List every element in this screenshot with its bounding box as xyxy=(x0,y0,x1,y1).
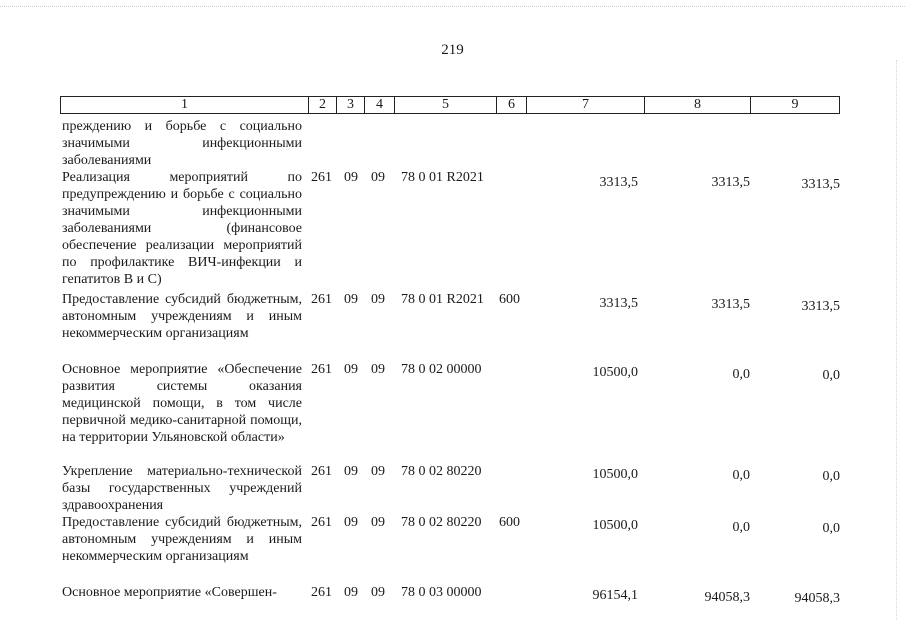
row-pr: 09 xyxy=(371,362,385,377)
header-col-5: 5 xyxy=(395,97,497,113)
row-year2: 0,0 xyxy=(732,367,750,382)
row-grbs: 261 xyxy=(311,464,332,479)
row-pr: 09 xyxy=(371,170,385,185)
row-year3: 94058,3 xyxy=(794,591,840,606)
row-year3: 3313,5 xyxy=(801,299,840,314)
row-grbs: 261 xyxy=(311,170,332,185)
row-grbs: 261 xyxy=(311,292,332,307)
row-csr: 78 0 02 80220 xyxy=(401,515,482,530)
row-pr: 09 xyxy=(371,515,385,530)
row-year1: 3313,5 xyxy=(599,175,638,190)
row-year1: 3313,5 xyxy=(599,296,638,311)
header-col-1: 1 xyxy=(61,97,309,113)
row-grbs: 261 xyxy=(311,585,332,600)
row-vr: 600 xyxy=(499,292,520,307)
row-name: Реализация мероприятий по предупреждению и борьбе с социально значимыми инфекционными заболеваниями (финансовое обеспечение реализации мероприятий по профилактике ВИЧ-инфекции и гепатитов В и С) xyxy=(62,170,302,287)
row-rz: 09 xyxy=(344,362,358,377)
scan-edge-top xyxy=(0,6,905,9)
row-rz: 09 xyxy=(344,585,358,600)
header-col-3: 3 xyxy=(337,97,365,113)
row-name: Основное мероприятие «Совершен- xyxy=(62,585,277,600)
row-year3: 0,0 xyxy=(822,469,840,484)
row-rz: 09 xyxy=(344,515,358,530)
header-col-6: 6 xyxy=(497,97,527,113)
row-year2: 94058,3 xyxy=(704,590,750,605)
row-pr: 09 xyxy=(371,585,385,600)
row-year2: 3313,5 xyxy=(711,297,750,312)
header-col-4: 4 xyxy=(365,97,395,113)
row-name: преждению и борьбе с социально значимыми инфекционными заболеваниями xyxy=(62,119,302,168)
row-year1: 10500,0 xyxy=(592,518,638,533)
scan-edge-right xyxy=(895,60,897,620)
row-name: Укрепление материально-технической базы государственных учреждений здравоохранения xyxy=(62,464,302,513)
row-csr: 78 0 01 R2021 xyxy=(401,170,484,185)
row-year3: 0,0 xyxy=(822,521,840,536)
row-year1: 10500,0 xyxy=(592,365,638,380)
row-year1: 96154,1 xyxy=(592,588,638,603)
header-col-8: 8 xyxy=(645,97,751,113)
row-rz: 09 xyxy=(344,292,358,307)
header-col-9: 9 xyxy=(791,97,799,112)
row-pr: 09 xyxy=(371,292,385,307)
row-csr: 78 0 01 R2021 xyxy=(401,292,484,307)
row-name: Предоставление субсидий бюджетным, автономным учреждениям и иным некоммерческим организациям xyxy=(62,292,302,341)
row-year2: 3313,5 xyxy=(711,175,750,190)
row-csr: 78 0 03 00000 xyxy=(401,585,482,600)
row-csr: 78 0 02 80220 xyxy=(401,464,482,479)
row-grbs: 261 xyxy=(311,362,332,377)
row-rz: 09 xyxy=(344,170,358,185)
header-col-7: 7 xyxy=(527,97,645,113)
row-rz: 09 xyxy=(344,464,358,479)
page-number: 219 xyxy=(441,42,464,58)
table-header xyxy=(60,96,840,114)
row-grbs: 261 xyxy=(311,515,332,530)
row-year3: 0,0 xyxy=(822,368,840,383)
row-csr: 78 0 02 00000 xyxy=(401,362,482,377)
row-year3: 3313,5 xyxy=(801,177,840,192)
row-year2: 0,0 xyxy=(732,468,750,483)
row-year1: 10500,0 xyxy=(592,467,638,482)
header-col-2: 2 xyxy=(309,97,337,113)
row-pr: 09 xyxy=(371,464,385,479)
row-vr: 600 xyxy=(499,515,520,530)
row-year2: 0,0 xyxy=(732,520,750,535)
row-name: Основное мероприятие «Обеспечение развития системы оказания медицинской помощи, в том числе первичной медико-санитарной помощи, на территории Ульяновской области» xyxy=(62,362,302,445)
row-name: Предоставление субсидий бюджетным, автономным учреждениям и иным некоммерческим организациям xyxy=(62,515,302,564)
